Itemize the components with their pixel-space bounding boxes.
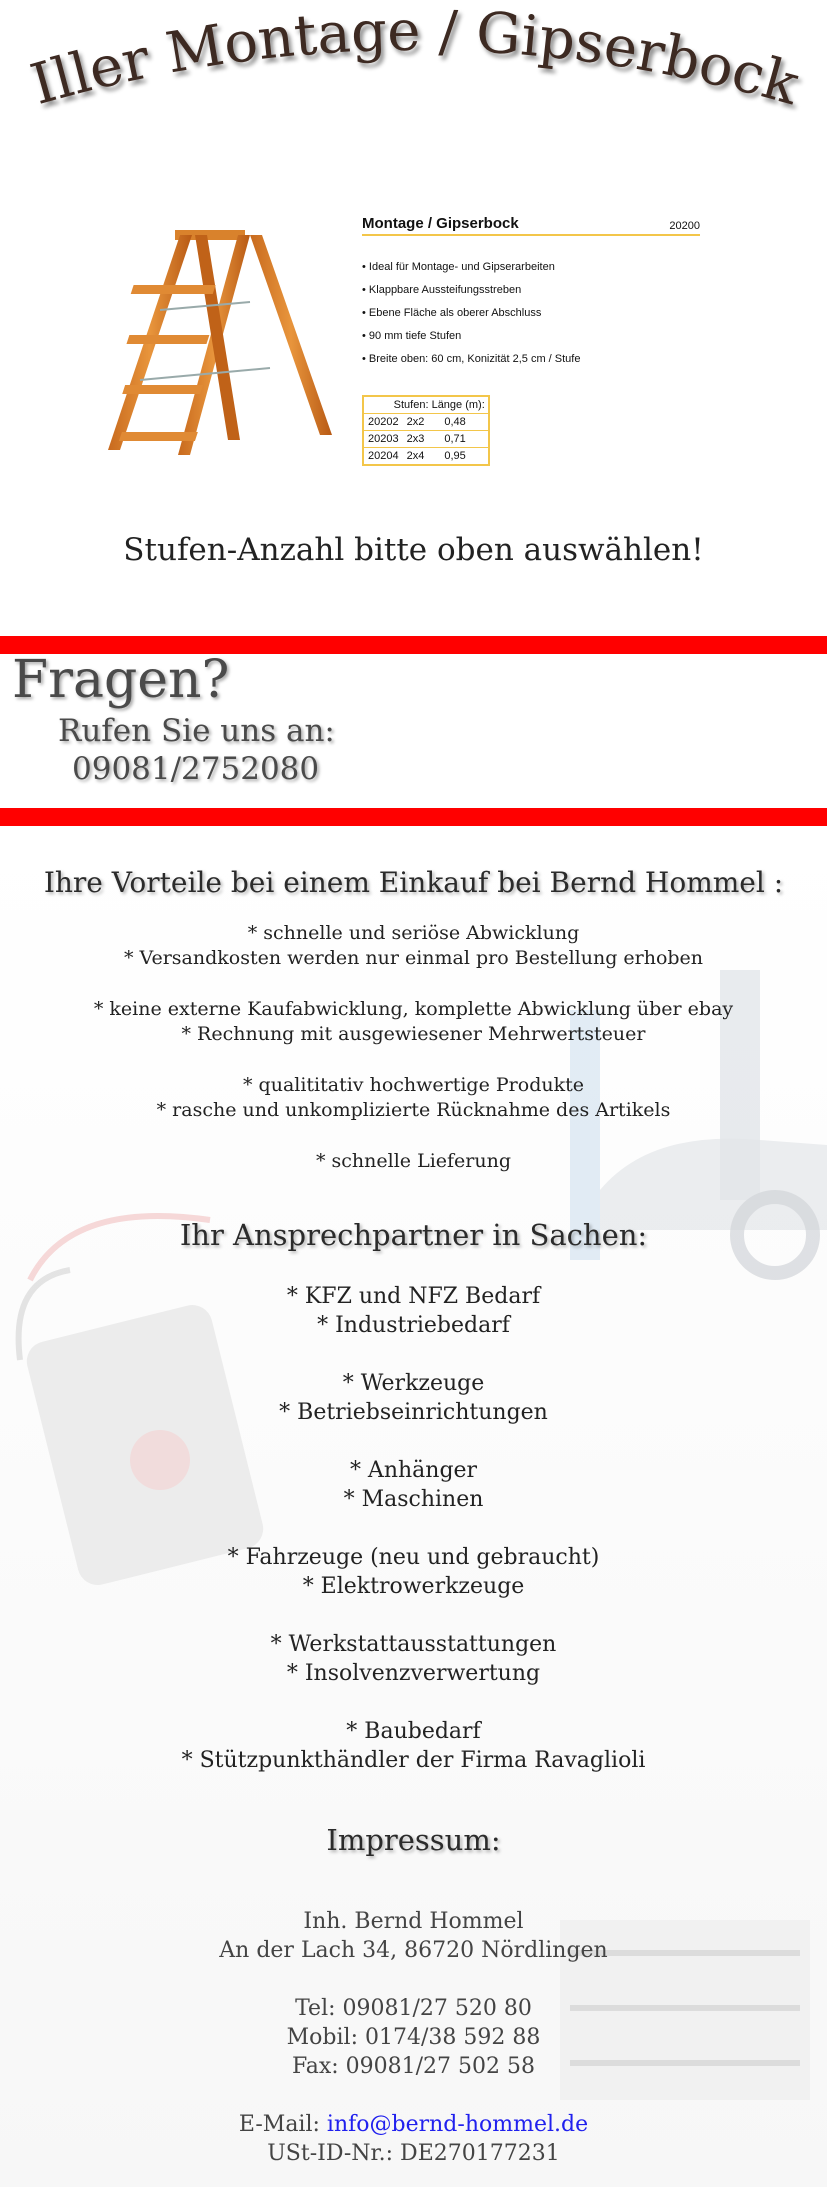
fax: Fax: 09081/27 502 58	[291, 2054, 536, 2079]
list-item: * Werkzeuge	[342, 1371, 485, 1396]
list-item: * Insolvenzverwertung	[286, 1661, 541, 1686]
list-item: * qualititativ hochwertige Produkte	[243, 1074, 584, 1096]
list-item: * Anhänger	[349, 1458, 478, 1483]
feature-item: • Ideal für Montage- und Gipserarbeiten	[362, 256, 702, 279]
advantages-heading: Ihre Vorteile bei einem Einkauf bei Bernd Hommel :	[43, 866, 784, 899]
questions-heading: Fragen?	[12, 650, 230, 710]
list-item: * Versandkosten werden nur einmal pro Bestellung erhoben	[123, 947, 704, 969]
feature-item: • 90 mm tiefe Stufen	[362, 325, 702, 348]
table-cell-code: 20202	[363, 414, 403, 431]
table-row	[363, 414, 489, 431]
email-line	[0, 2110, 827, 2139]
size-table	[362, 395, 490, 466]
title-graphic	[0, 0, 827, 150]
table-cell-steps: 2x4	[403, 448, 429, 466]
advantages-list	[0, 921, 827, 1174]
table-cell-code: 20204	[363, 448, 403, 466]
list-item: * Baubedarf	[346, 1719, 481, 1744]
telephone: Tel: 09081/27 520 80	[295, 1996, 532, 2021]
table-header: Stufen: Länge (m):	[363, 396, 489, 414]
phone-number: 09081/2752080	[72, 751, 320, 787]
page-header	[0, 0, 827, 150]
red-divider-bottom	[0, 808, 827, 826]
ladder-image	[100, 210, 350, 470]
list-item: * Rechnung mit ausgewiesener Mehrwertsteuer	[181, 1023, 646, 1045]
email-label: E-Mail:	[238, 2112, 320, 2137]
list-item: * schnelle Lieferung	[315, 1150, 512, 1172]
product-spec	[362, 215, 702, 466]
list-item: * Werkstattausstattungen	[270, 1632, 557, 1657]
table-cell-steps: 2x2	[403, 414, 429, 431]
impressum-heading: Impressum:	[326, 1823, 501, 1857]
info-content	[0, 830, 827, 2168]
table-row	[363, 431, 489, 448]
feature-list	[362, 256, 702, 371]
page-title	[24, 0, 806, 118]
table-header-row	[363, 396, 489, 414]
table-cell-length: 0,71	[428, 431, 488, 448]
table-cell-code: 20203	[363, 431, 403, 448]
table-cell-length: 0,48	[428, 414, 488, 431]
list-item: * Stützpunkthändler der Firma Ravaglioli	[181, 1748, 646, 1773]
impressum-details	[0, 1907, 827, 2168]
product-name: Montage / Gipserbock	[362, 215, 519, 232]
contact-banner	[12, 652, 335, 788]
address: An der Lach 34, 86720 Nördlingen	[219, 1938, 608, 1963]
spec-header	[362, 215, 700, 236]
email-link[interactable]: info@bernd-hommel.de	[326, 2112, 589, 2137]
list-item: * Maschinen	[343, 1487, 484, 1512]
table-cell-length: 0,95	[428, 448, 488, 466]
product-section	[0, 180, 827, 510]
step-selection-notice: Stufen-Anzahl bitte oben auswählen!	[123, 532, 704, 568]
table-row	[363, 448, 489, 466]
call-us-label: Rufen Sie uns an:	[58, 713, 335, 749]
page-title-text: Iller Montage / Gipserbock	[24, 0, 806, 119]
feature-item: • Ebene Fläche als oberer Abschluss	[362, 302, 702, 325]
list-item: * KFZ und NFZ Bedarf	[286, 1284, 541, 1309]
list-item: * keine externe Kaufabwicklung, komplette Abwicklung über ebay	[93, 998, 734, 1020]
list-item: * Industriebedarf	[317, 1313, 510, 1338]
product-code: 20200	[669, 220, 700, 232]
list-item: * Fahrzeuge (neu und gebraucht)	[227, 1545, 600, 1570]
feature-item: • Klappbare Aussteifungsstreben	[362, 279, 702, 302]
mobile-phone: Mobil: 0174/38 592 88	[286, 2025, 541, 2050]
owner-name: Inh. Bernd Hommel	[303, 1909, 524, 1934]
list-item: * schnelle und seriöse Abwicklung	[247, 922, 580, 944]
list-item: * Betriebseinrichtungen	[279, 1400, 548, 1425]
table-cell-steps: 2x3	[403, 431, 429, 448]
feature-item: • Breite oben: 60 cm, Konizität 2,5 cm / Stufe	[362, 348, 702, 371]
vat-id: USt-ID-Nr.: DE270177231	[267, 2141, 560, 2166]
partner-heading: Ihr Ansprechpartner in Sachen:	[179, 1218, 648, 1252]
list-item: * Elektrowerkzeuge	[302, 1574, 525, 1599]
partner-list	[0, 1282, 827, 1775]
list-item: * rasche und unkomplizierte Rücknahme des Artikels	[156, 1099, 671, 1121]
